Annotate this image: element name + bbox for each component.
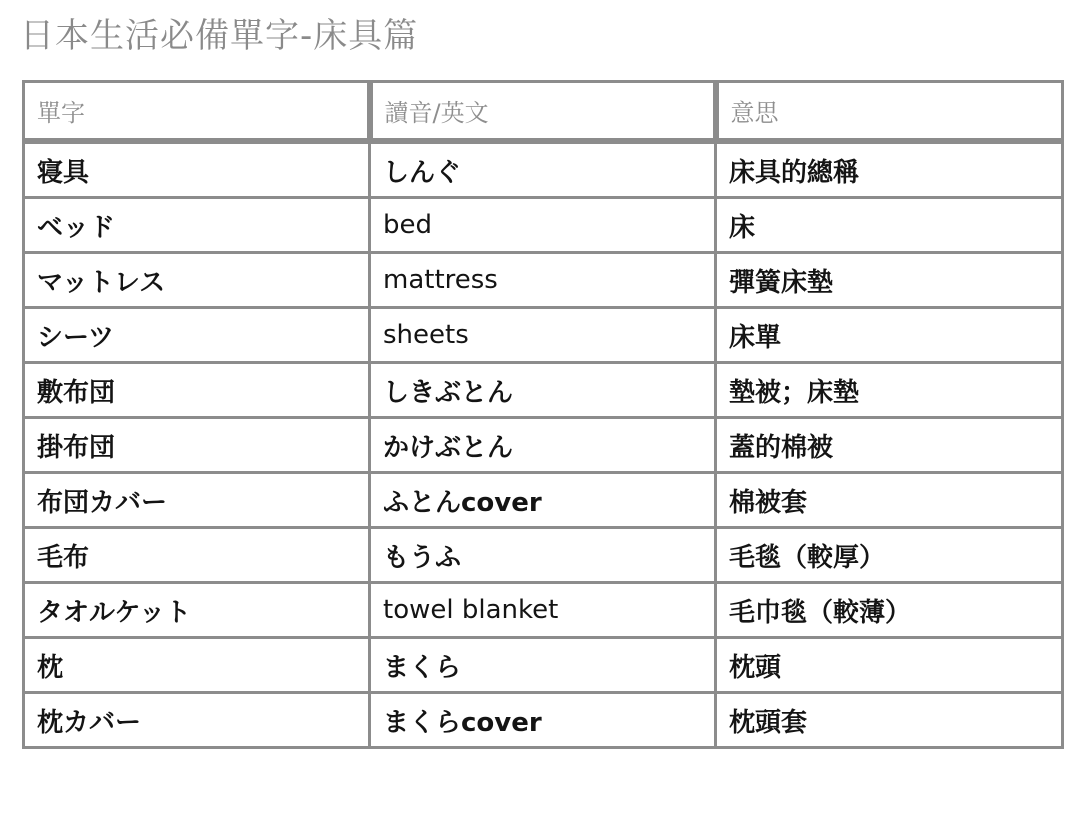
cell-reading	[370, 141, 716, 198]
cell-word: 枕カバー	[24, 693, 370, 748]
cell-reading	[370, 693, 716, 748]
reading-text: しきぶとん	[383, 377, 514, 408]
table-row	[24, 363, 1063, 418]
reading-text: まくら	[383, 652, 462, 683]
table-row	[24, 473, 1063, 528]
cell-meaning: 蓋的棉被	[716, 418, 1063, 473]
table-row	[24, 418, 1063, 473]
cell-word: シーツ	[24, 308, 370, 363]
cell-meaning: 床	[716, 198, 1063, 253]
reading-text: ふとんcover	[383, 487, 542, 518]
cell-word: マットレス	[24, 253, 370, 308]
cell-reading	[370, 308, 716, 363]
cell-meaning: 枕頭	[716, 638, 1063, 693]
table-row	[24, 693, 1063, 748]
column-header-reading: 讀音/英文	[370, 82, 716, 142]
column-header-meaning: 意思	[716, 82, 1063, 142]
cell-meaning: 毛巾毯（較薄）	[716, 583, 1063, 638]
table-row	[24, 198, 1063, 253]
cell-reading	[370, 418, 716, 473]
page-title: 日本生活必備單字-床具篇	[20, 16, 419, 56]
cell-meaning: 枕頭套	[716, 693, 1063, 748]
reading-text: まくらcover	[383, 707, 542, 738]
cell-meaning: 彈簧床墊	[716, 253, 1063, 308]
reading-text: bed	[383, 210, 433, 240]
vocabulary-table	[22, 80, 1064, 749]
cell-word: タオルケット	[24, 583, 370, 638]
cell-reading	[370, 198, 716, 253]
table-header-row	[24, 82, 1063, 142]
cell-meaning: 床單	[716, 308, 1063, 363]
cell-meaning: 毛毯（較厚）	[716, 528, 1063, 583]
cell-reading	[370, 638, 716, 693]
table-row	[24, 141, 1063, 198]
cell-reading	[370, 528, 716, 583]
cell-reading	[370, 583, 716, 638]
cell-meaning: 棉被套	[716, 473, 1063, 528]
reading-text: かけぶとん	[383, 432, 514, 463]
cell-word: 寝具	[24, 141, 370, 198]
table-row	[24, 583, 1063, 638]
reading-text: towel blanket	[383, 595, 559, 625]
reading-text: sheets	[383, 320, 469, 350]
table-row	[24, 638, 1063, 693]
cell-word: 枕	[24, 638, 370, 693]
table-row	[24, 528, 1063, 583]
cell-word: 毛布	[24, 528, 370, 583]
table-row	[24, 308, 1063, 363]
cell-reading	[370, 363, 716, 418]
cell-word: ベッド	[24, 198, 370, 253]
cell-reading	[370, 473, 716, 528]
cell-word: 布団カバー	[24, 473, 370, 528]
table-row	[24, 253, 1063, 308]
reading-text: mattress	[383, 265, 498, 295]
reading-text: もうふ	[383, 542, 462, 573]
reading-text: しんぐ	[383, 157, 462, 188]
column-header-word: 單字	[24, 82, 370, 142]
cell-meaning: 床具的總稱	[716, 141, 1063, 198]
cell-word: 掛布団	[24, 418, 370, 473]
cell-word: 敷布団	[24, 363, 370, 418]
cell-reading	[370, 253, 716, 308]
cell-meaning: 墊被；床墊	[716, 363, 1063, 418]
